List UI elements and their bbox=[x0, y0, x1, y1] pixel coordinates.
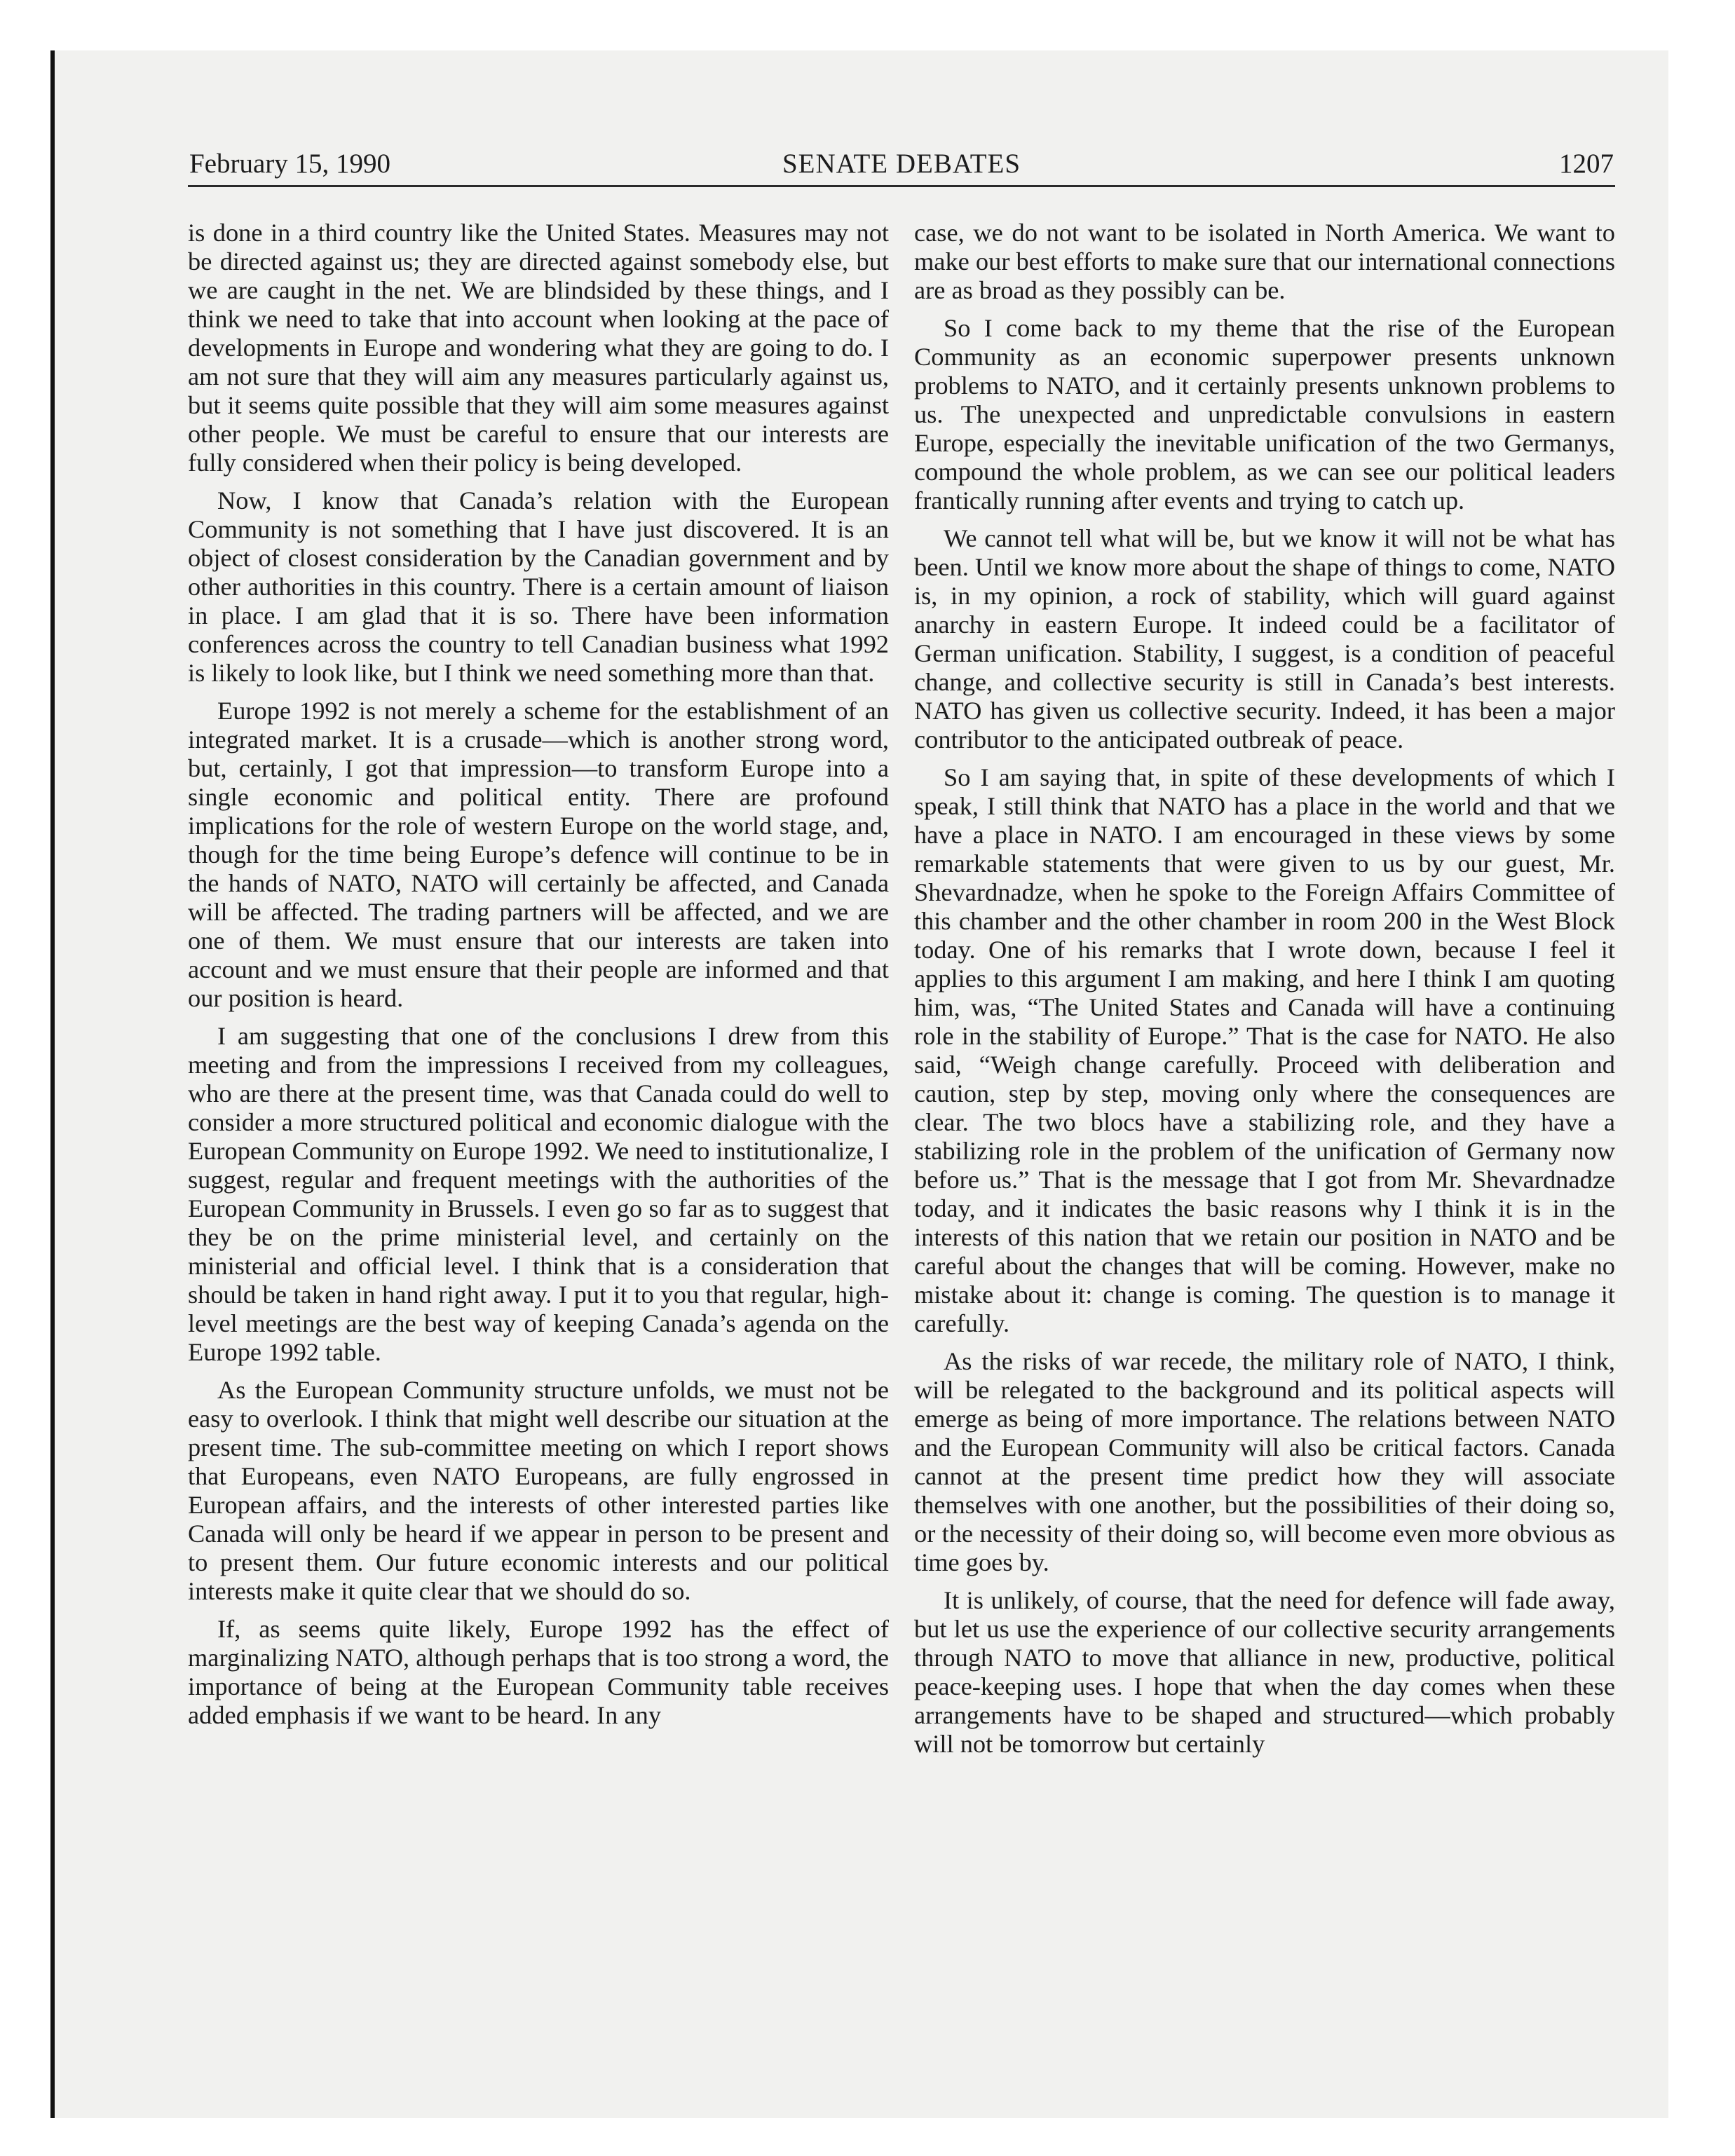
paragraph: is done in a third country like the United States. Measures may not be directed against us; they are directed against somebody else, but we are caught in the net. We are blindsided by these things, and I think we need to take that into account when looking at the pace of developments in Europe and wondering what they are going to do. I am not sure that they will aim any measures particularly against us, but it seems quite possible that they will aim some measures against other people. We must be careful to ensure that our interests are fully considered when their policy is being developed. bbox=[188, 219, 889, 477]
paragraph: Now, I know that Canada’s relation with the European Community is not something that I have just discovered. It is an object of closest consideration by the Canadian government and by other authorities in this country. There is a certain amount of liaison in place. I am glad that it is so. There have been information conferences across the country to tell Canadian business what 1992 is likely to look like, but I think we need something more than that. bbox=[188, 486, 889, 687]
paragraph: Europe 1992 is not merely a scheme for the establishment of an integrated market. It is a crusade—which is another strong word, but, certainly, I got that impression—to transform Europe into a single economic and political entity. There are profound implications for the role of western Europe on the world stage, and, though for the time being Europe’s defence will continue to be in the hands of NATO, NATO will certainly be affected, and Canada will be affected. The trading partners will be affected, and we are one of them. We must ensure that our interests are taken into account and we must ensure that their people are informed and that our position is heard. bbox=[188, 697, 889, 1012]
header-date: February 15, 1990 bbox=[189, 149, 391, 179]
paragraph: I am suggesting that one of the conclusions I drew from this meeting and from the impressions I received from my colleagues, who are there at the present time, was that Canada could do well to consider a more structured political and economic dialogue with the European Community on Europe 1992. We need to institutionalize, I suggest, regular and frequent meetings with the authorities of the European Community in Brussels. I even go so far as to suggest that they be on the prime ministerial level, and certainly on the ministerial and official level. I think that is a consideration that should be taken in hand right away. I put it to you that regular, high-level meetings are the best way of keeping Canada’s agenda on the Europe 1992 table. bbox=[188, 1022, 889, 1366]
paragraph: So I am saying that, in spite of these developments of which I speak, I still think that NATO has a place in the world and that we have a place in NATO. I am encouraged in these views by some remarkable statements that were given to us by our guest, Mr. Shevardnadze, when he spoke to the Foreign Affairs Committee of this chamber and the other chamber in room 200 in the West Block today. One of his remarks that I wrote down, because I feel it applies to this argument I am making, and here I think I am quoting him, was, “The United States and Canada will have a continuing role in the stability of Europe.” That is the case for NATO. He also said, “Weigh change carefully. Proceed with deliberation and caution, step by step, moving only where the consequences are clear. The two blocs have a stabilizing role, and they have a stabilizing role in the problem of the unification of Germany now before us.” That is the message that I got from Mr. Shevardnadze today, and it indicates the basic reasons why I think it is in the interests of this nation that we retain our position in NATO and be careful about the changes that will be coming. However, make no mistake about it: change is coming. The question is to manage it carefully. bbox=[914, 763, 1615, 1337]
paragraph: As the European Community structure unfolds, we must not be easy to overlook. I think that might well describe our situation at the present time. The sub-committee meeting on which I report shows that Europeans, even NATO Europeans, are fully engrossed in European affairs, and the interests of other interested parties like Canada will only be heard if we appear in person to be present and to present them. Our future economic interests and our political interests make it quite clear that we should do so. bbox=[188, 1376, 889, 1605]
running-head bbox=[188, 149, 1615, 187]
header-publication-title: SENATE DEBATES bbox=[782, 149, 1021, 179]
right-text-column bbox=[914, 219, 1615, 1768]
paragraph: It is unlikely, of course, that the need for defence will fade away, but let us use the experience of our collective security arrangements through NATO to move that alliance in new, productive, political peace-keeping uses. I hope that when the day comes when these arrangements have to be shaped and structured—which probably will not be tomorrow but certainly bbox=[914, 1586, 1615, 1758]
left-text-column bbox=[188, 219, 889, 1739]
paragraph: So I come back to my theme that the rise of the European Community as an economic superpower presents unknown problems to NATO, and it certainly presents unknown problems to us. The unexpected and unpredictable convulsions in eastern Europe, especially the inevitable unification of the two Germanys, compound the whole problem, as we can see our political leaders frantically running after events and trying to catch up. bbox=[914, 314, 1615, 514]
paragraph: If, as seems quite likely, Europe 1992 has the effect of marginalizing NATO, although perhaps that is too strong a word, the importance of being at the European Community table receives added emphasis if we want to be heard. In any bbox=[188, 1615, 889, 1729]
paragraph: We cannot tell what will be, but we know it will not be what has been. Until we know more about the shape of things to come, NATO is, in my opinion, a rock of stability, which will guard against anarchy in eastern Europe. It indeed could be a facilitator of German unification. Stability, I suggest, is a condition of peaceful change, and collective security is still in Canada’s best interests. NATO has given us collective security. Indeed, it has been a major contributor to the anticipated outbreak of peace. bbox=[914, 524, 1615, 753]
header-page-number: 1207 bbox=[1559, 149, 1614, 179]
paragraph: case, we do not want to be isolated in North America. We want to make our best efforts to make sure that our international connections are as broad as they possibly can be. bbox=[914, 219, 1615, 304]
paragraph: As the risks of war recede, the military role of NATO, I think, will be relegated to the background and its political aspects will emerge as being of more importance. The relations between NATO and the European Community will also be critical factors. Canada cannot at the present time predict how they will associate themselves with one another, but the possibilities of their doing so, or the necessity of their doing so, will become even more obvious as time goes by. bbox=[914, 1347, 1615, 1576]
